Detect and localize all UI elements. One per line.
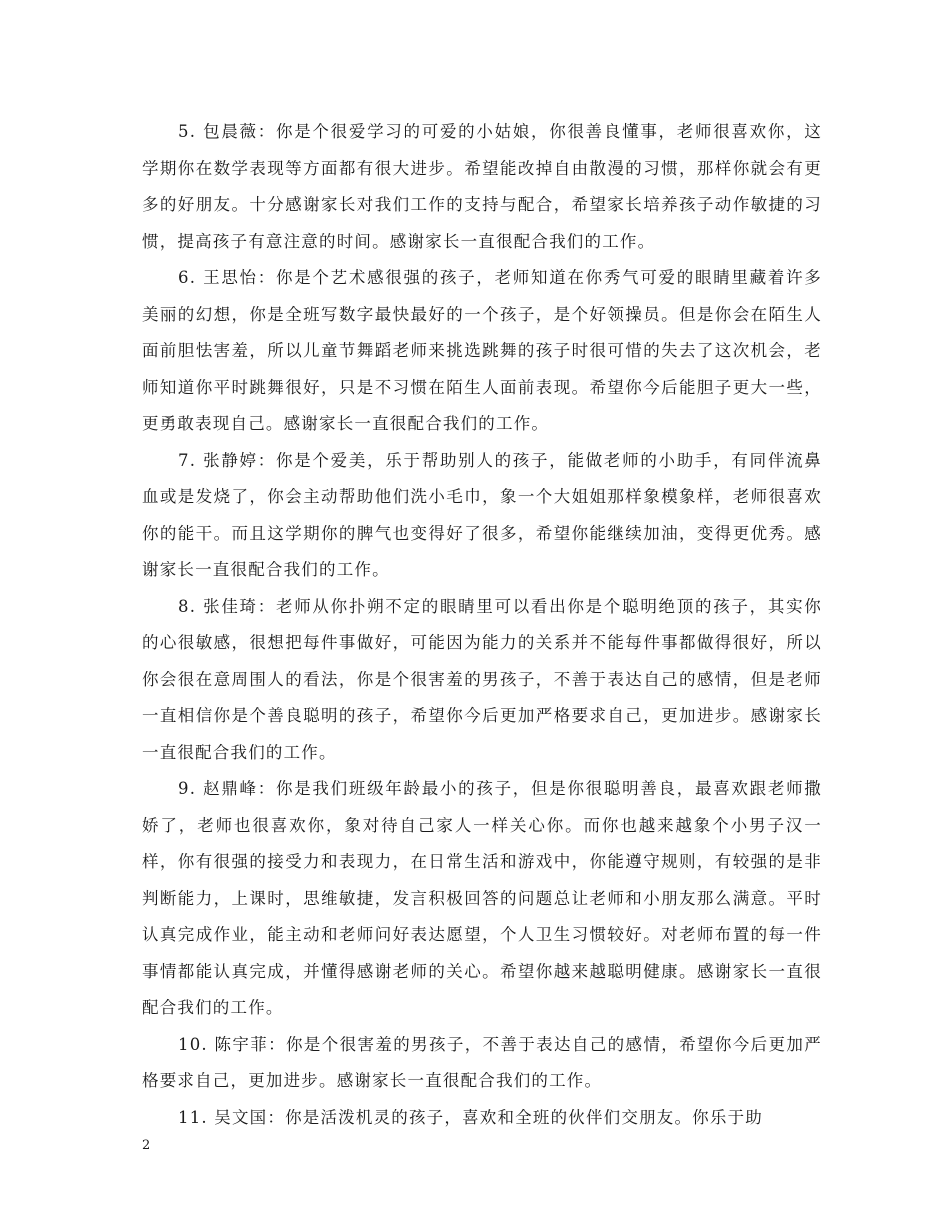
comment-paragraph-8: 8. 张佳琦：老师从你扑朔不定的眼睛里可以看出你是个聪明绝顶的孩子，其实你的心很敏感，很想把每件事做好，可能因为能力的关系并不能每件事都做得很好，所以你会很在意周围人的看法，你是个很害羞的男孩子，不善于表达自己的感情，但是老师一直相信你是个善良聪明的孩子，希望你今后更加严格要求自己，更加进步。感谢家长一直很配合我们的工作。 <box>142 596 822 762</box>
comment-paragraph-10: 10. 陈宇菲：你是个很害羞的男孩子，不善于表达自己的感情，希望你今后更加严格要求自己，更加进步。感谢家长一直很配合我们的工作。 <box>142 1034 822 1090</box>
document-body <box>142 114 822 1136</box>
comment-paragraph-5: 5. 包晨薇：你是个很爱学习的可爱的小姑娘，你很善良懂事，老师很喜欢你，这学期你在数学表现等方面都有很大进步。希望能改掉自由散漫的习惯，那样你就会有更多的好朋友。十分感谢家长对我们工作的支持与配合，希望家长培养孩子动作敏捷的习惯，提高孩子有意注意的时间。感谢家长一直很配合我们的工作。 <box>142 122 822 251</box>
page-number: 2 <box>142 1138 151 1153</box>
comment-paragraph-9: 9. 赵鼎峰：你是我们班级年龄最小的孩子，但是你很聪明善良，最喜欢跟老师撒娇了，老师也很喜欢你，象对待自己家人一样关心你。而你也越来越象个小男子汉一样，你有很强的接受力和表现力，在日常生活和游戏中，你能遵守规则，有较强的是非判断能力，上课时，思维敏捷，发言积极回答的问题总让老师和小朋友那么满意。平时认真完成作业，能主动和老师问好表达愿望，个人卫生习惯较好。对老师布置的每一件事情都能认真完成，并懂得感谢老师的关心。希望你越来越聪明健康。感谢家长一直很配合我们的工作。 <box>142 779 822 1017</box>
comment-paragraph-11: 11. 吴文国：你是活泼机灵的孩子，喜欢和全班的伙伴们交朋友。你乐于助 <box>178 1107 763 1127</box>
comment-paragraph-6: 6. 王思怡：你是个艺术感很强的孩子，老师知道在你秀气可爱的眼睛里藏着许多美丽的幻想，你是全班写数字最快最好的一个孩子，是个好领操员。但是你会在陌生人面前胆怯害羞，所以儿童节舞蹈老师来挑选跳舞的孩子时很可惜的失去了这次机会，老师知道你平时跳舞很好，只是不习惯在陌生人面前表现。希望你今后能胆子更大一些，更勇敢表现自己。感谢家长一直很配合我们的工作。 <box>142 268 822 433</box>
comment-paragraph-7: 7. 张静婷：你是个爱美，乐于帮助别人的孩子，能做老师的小助手，有同伴流鼻血或是发烧了，你会主动帮助他们洗小毛巾，象一个大姐姐那样象模象样，老师很喜欢你的能干。而且这学期你的脾气也变得好了很多，希望你能继续加油，变得更优秀。感谢家长一直很配合我们的工作。 <box>142 450 822 579</box>
